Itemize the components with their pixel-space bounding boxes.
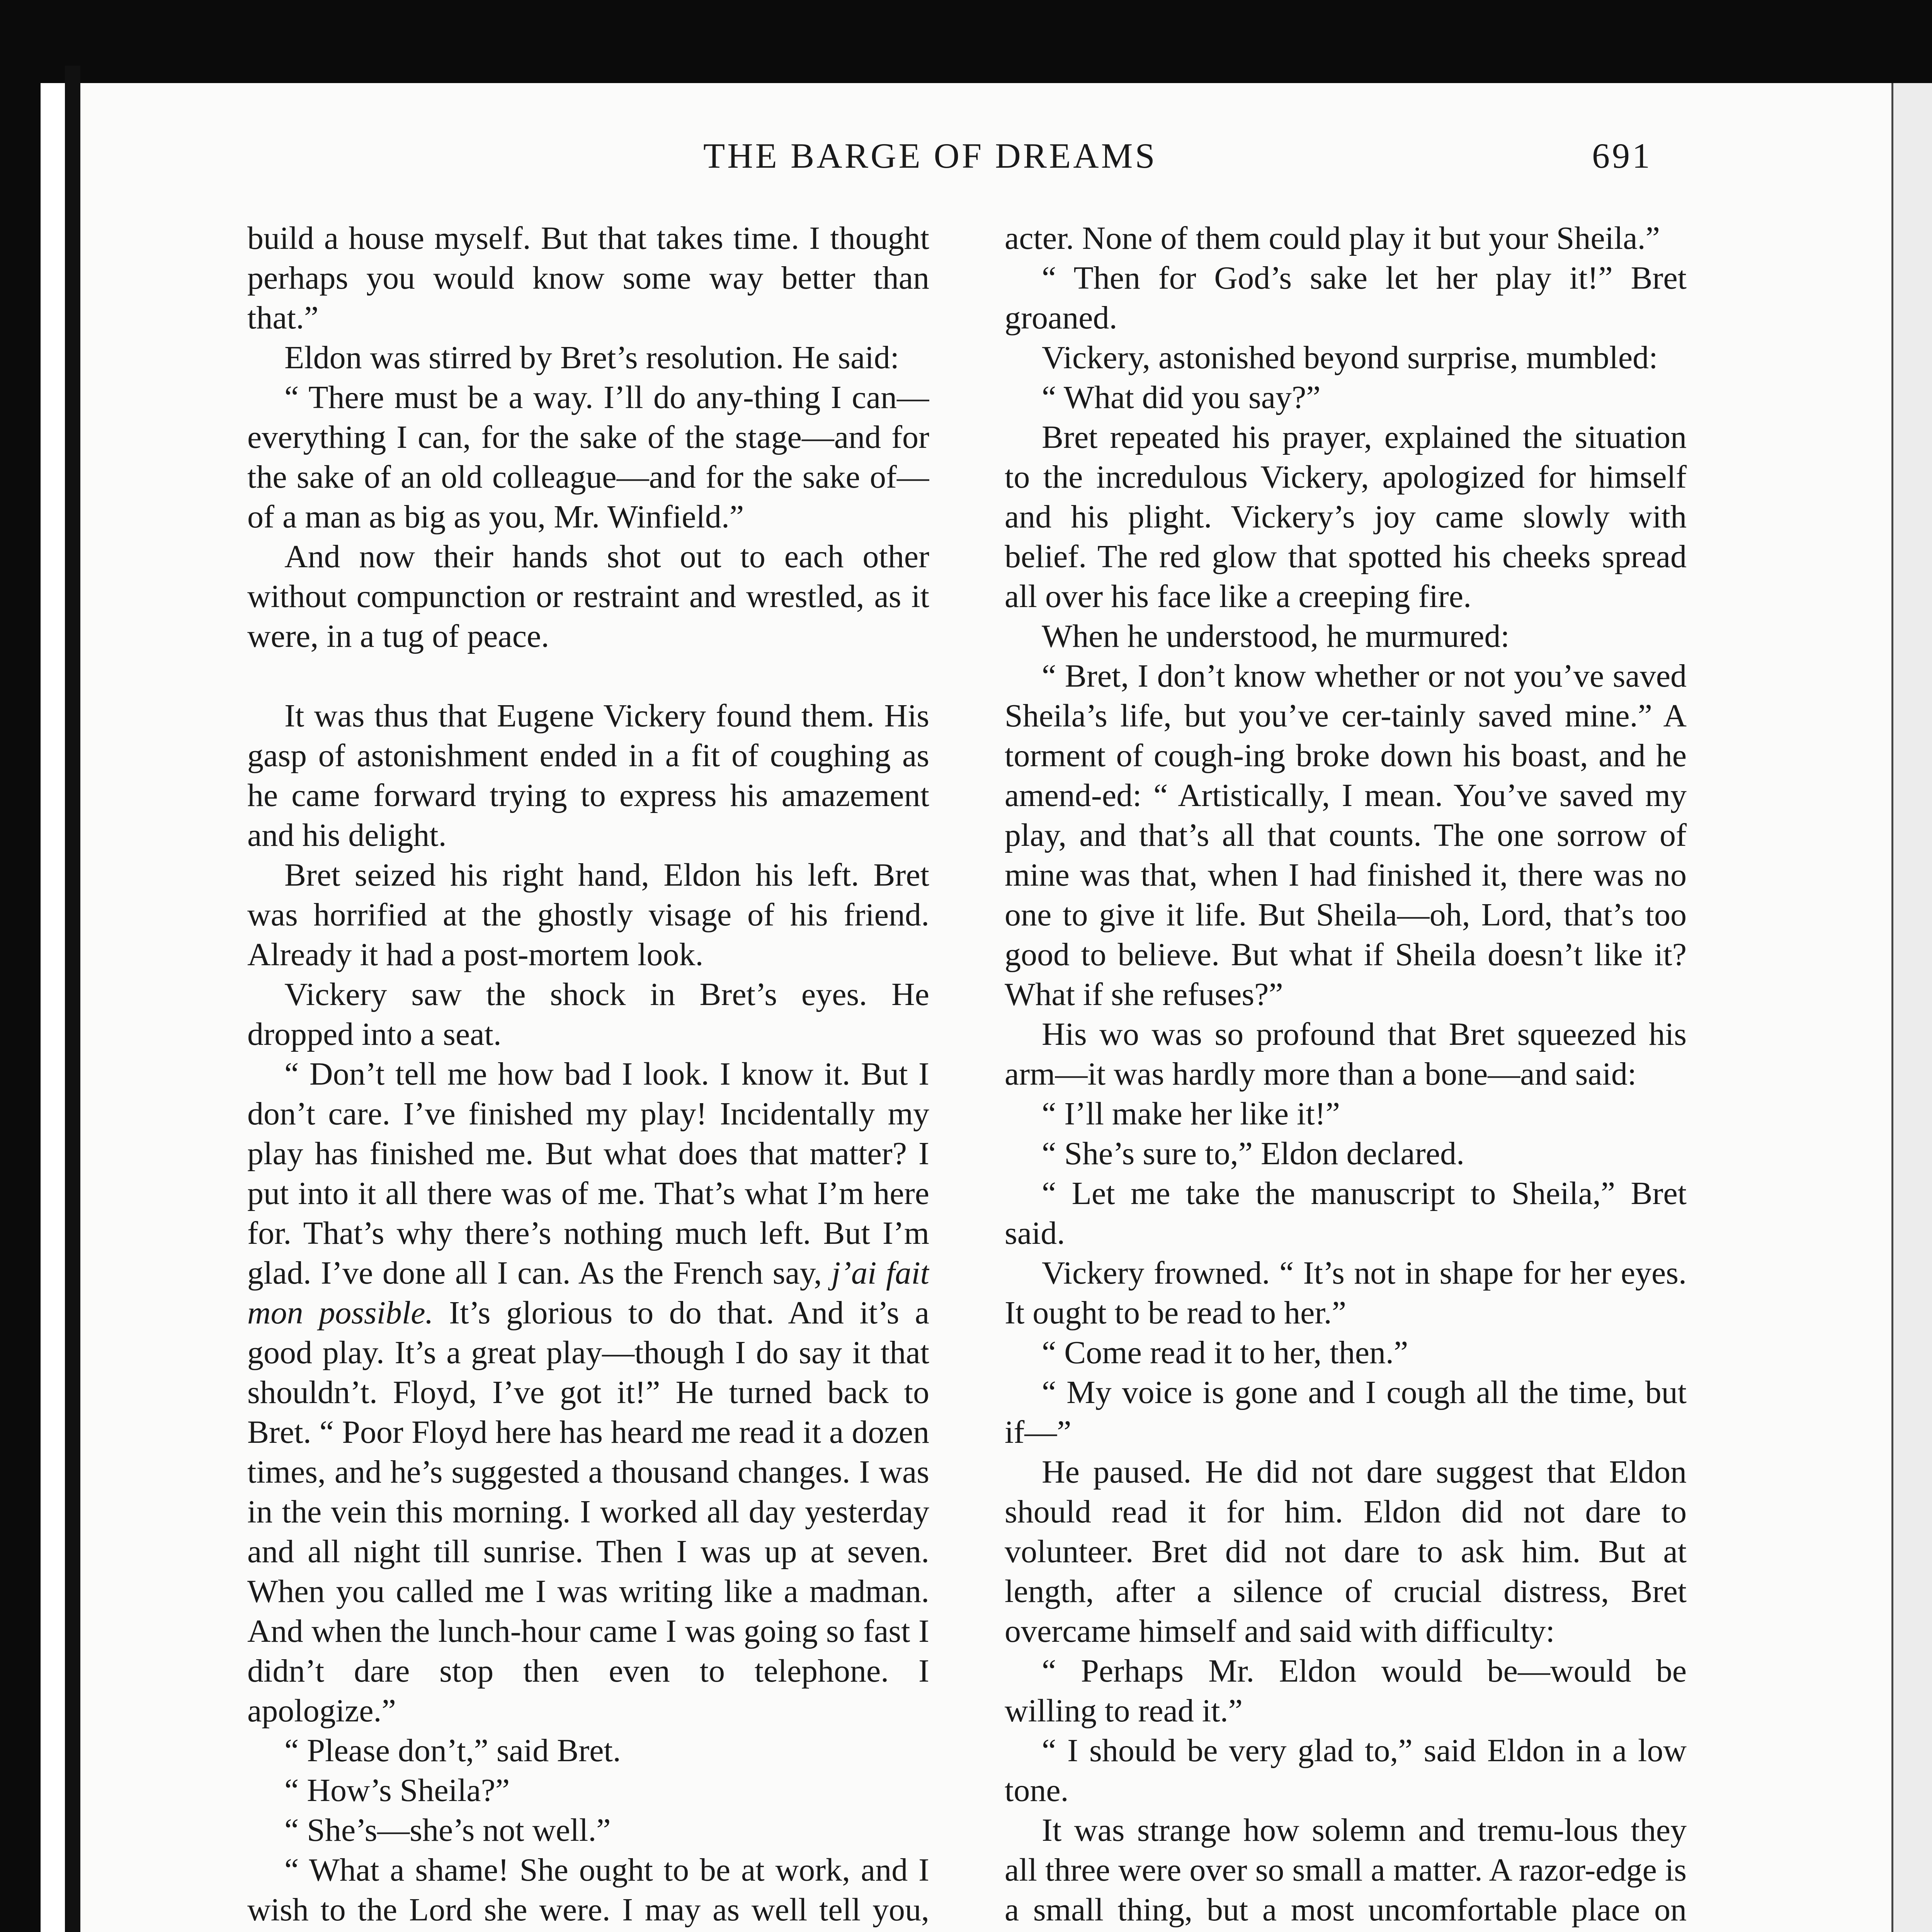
scan-border-top [0,0,1932,83]
paragraph: And now their hands shot out to each other without compunction or restraint and wrestled, as it were, in a tug of peace. [247,539,929,654]
paragraph: “ She’s—she’s not well.” [284,1812,611,1848]
paragraph: His wo was so profound that Bret squeezed his arm—it was hardly more than a bone—and said: [1005,1016,1687,1092]
paragraph: Vickery frowned. “ It’s not in shape for her eyes. It ought to be read to her.” [1005,1255,1687,1331]
paragraph-text: “ Don’t tell me how bad I look. I know it. But I don’t care. I’ve finished my play! Incidentally my play has finished me. But what does that matter? I put into it all there was of me. That’s what I’m here for. That’s why there’s nothing much left. But I’m glad. I’ve done all I can. As the French say, [247,1056,929,1291]
paragraph: It was thus that Eugene Vickery found them. His gasp of astonishment ended in a fit of coughing as he came forward trying to express his amazement and his delight. [247,698,929,853]
paragraph: “ Let me take the manuscript to Sheila,” Bret said. [1005,1175,1687,1251]
paragraph [247,1054,929,1731]
paragraph: Vickery saw the shock in Bret’s eyes. He dropped into a seat. [247,976,929,1052]
paragraph: Bret repeated his prayer, explained the situation to the incredulous Vickery, apologized for himself and his plight. Vickery’s joy came slowly with belief. The red glow that spotted his cheeks spread all over his face like a creeping fire. [1005,419,1687,614]
paragraph: “ Perhaps Mr. Eldon would be—would be willing to read it.” [1005,1653,1687,1729]
page-gutter-shadow [65,66,80,1932]
paragraph: “ I should be very glad to,” said Eldon in a low tone. [1005,1733,1687,1808]
scan-border-left [0,0,41,1932]
page-number: 691 [1592,136,1652,175]
paragraph: “ Please don’t,” said Bret. [284,1733,621,1769]
paragraph: “ Come read it to her, then.” [1042,1335,1408,1371]
scan-border-right [1893,83,1932,1932]
paragraph: “ What a shame! She ought to be at work, and I wish to the Lord she were. I may as well tell you, [247,1852,929,1928]
paragraph: build a house myself. But that takes time. I thought perhaps you would know some way better than that.” [247,220,929,336]
paragraph: Vickery, astonished beyond surprise, mumbled: [1042,340,1658,376]
text-column-right [1005,218,1687,1932]
text-column-left [247,218,929,1932]
paragraph: acter. None of them could play it but your Sheila.” [1005,220,1660,256]
paragraph: Eldon was stirred by Bret’s resolution. He said: [284,340,900,376]
paragraph: He paused. He did not dare suggest that Eldon should read it for him. Eldon did not dare to volunteer. Bret did not dare to ask him. But at length, after a silence of crucial distress, Bret overcame himself and said with difficulty: [1005,1454,1687,1649]
paragraph: When he understood, he murmured: [1042,618,1510,654]
paragraph: “ Then for God’s sake let her play it!” Bret groaned. [1005,260,1687,336]
paragraph: “ I’ll make her like it!” [1042,1096,1340,1132]
paragraph: Bret seized his right hand, Eldon his left. Bret was horrified at the ghostly visage of his friend. Already it had a post-mortem look. [247,857,929,973]
paragraph: “ Bret, I don’t know whether or not you’ve saved Sheila’s life, but you’ve cer-tainly saved mine.” A torment of cough-ing broke down his boast, and he amend-ed: “ Artistically, I mean. You’ve saved my play, and that’s all that counts. The one sorrow of mine was that, when I had finished it, there was no one to give it life. But Sheila—oh, Lord, that’s too good to believe. But what if Sheila doesn’t like it? What if she refuses?” [1005,658,1687,1012]
running-head-title: THE BARGE OF DREAMS [703,136,1157,175]
paragraph: “ She’s sure to,” Eldon declared. [1042,1136,1464,1172]
italic-phrase: j’ai fait mon possible. [247,1255,929,1331]
paragraph: “ How’s Sheila?” [284,1772,510,1808]
paragraph-text: It’s glorious to do that. And it’s a good play. It’s a great play—though I do say it that shouldn’t. Floyd, I’ve got it!” He turned back to Bret. “ Poor Floyd here has heard me read it a dozen times, and he’s suggested a thousand changes. I was in the vein this morning. I worked all day yesterday and all night till sunrise. Then I was up at seven. When you called me I was writing like a madman. And when the lunch-hour came I was going so fast I didn’t dare stop then even to telephone. I apologize.” [247,1295,929,1729]
paragraph: “ There must be a way. I’ll do any-thing I can—everything I can, for the sake of the stage—and for the sake of an old colleague—and for the sake of—of a man as big as you, Mr. Winfield.” [247,379,929,535]
paragraph: “ My voice is gone and I cough all the time, but if—” [1005,1374,1687,1450]
paragraph: “ What did you say?” [1042,379,1321,415]
paragraph: It was strange how solemn and tremu-lous they all three were over so small a matter. A razor-edge is a small thing, but a most uncomfortable place on [1005,1812,1687,1928]
